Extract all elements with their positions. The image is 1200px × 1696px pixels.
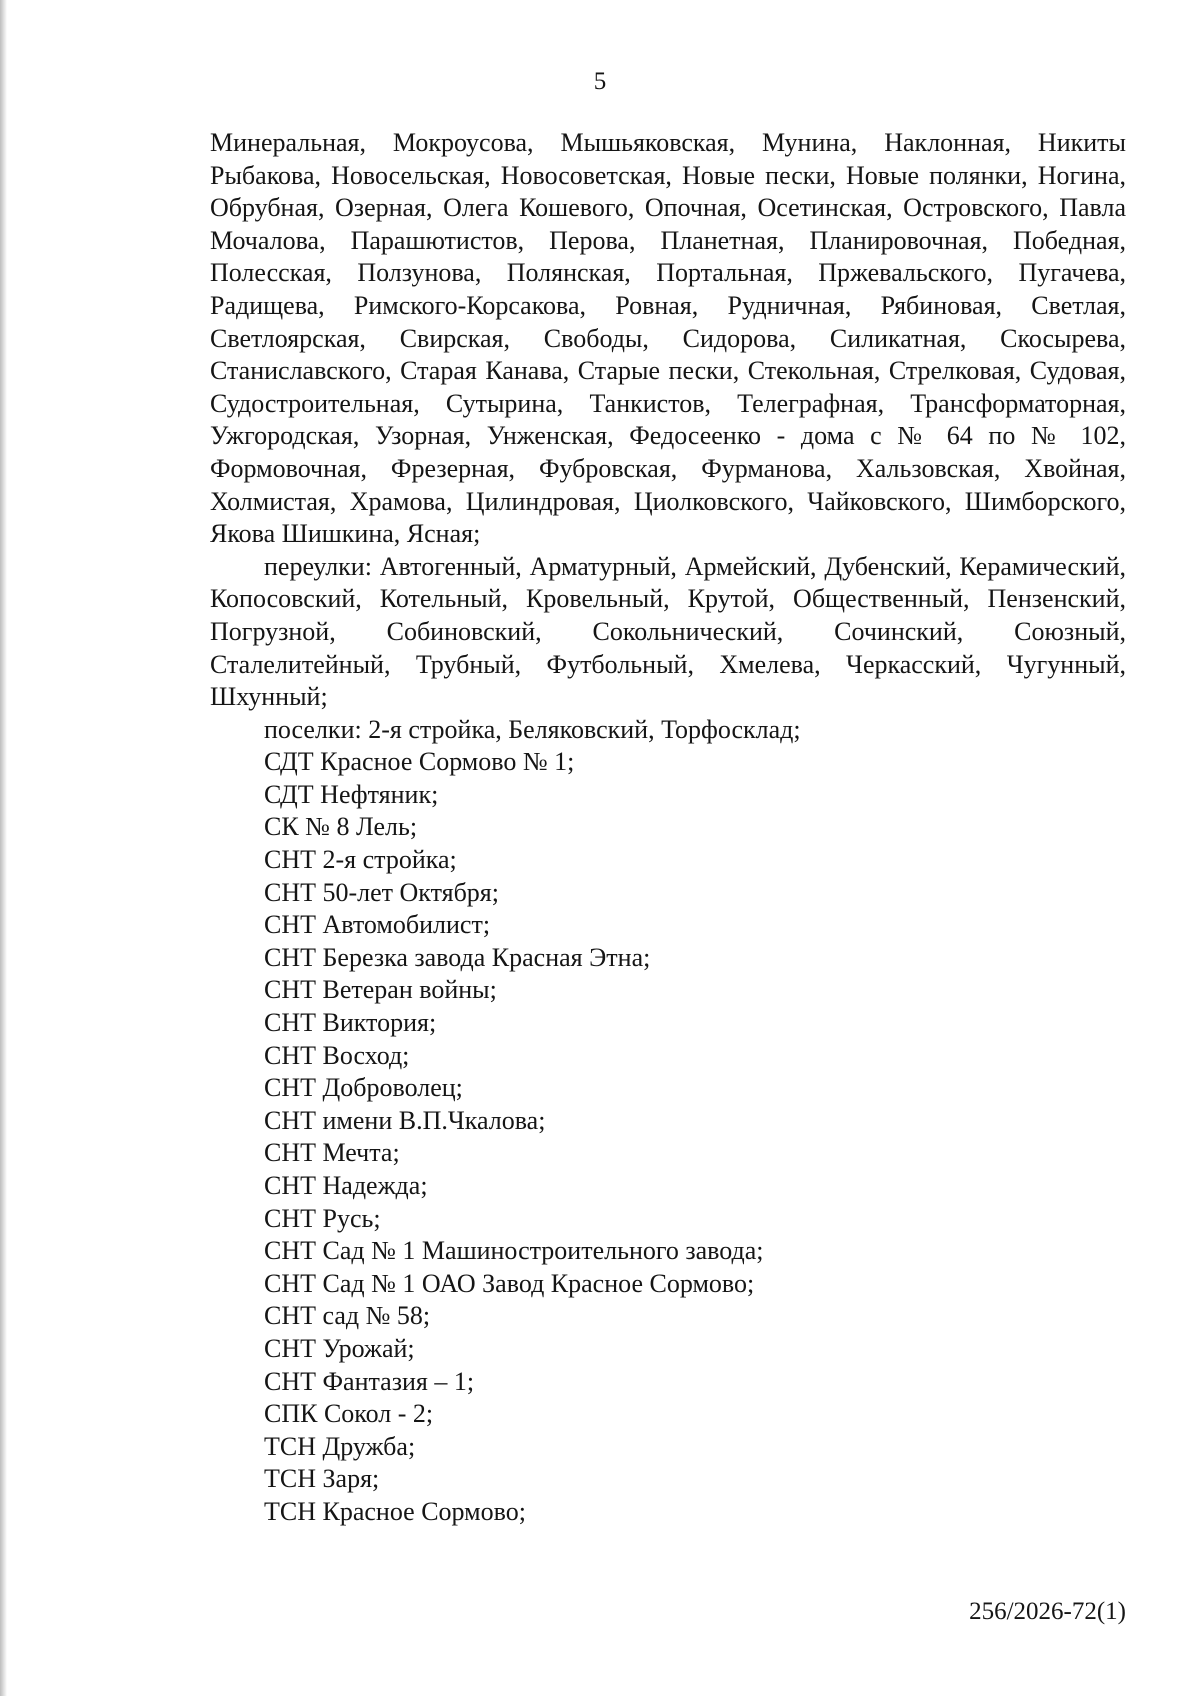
list-item: СНТ 50-лет Октября;	[264, 877, 499, 907]
document-body	[210, 127, 1126, 1529]
list-item: ТСН Красное Сормово;	[264, 1496, 526, 1526]
list-item: СПК Сокол - 2;	[264, 1399, 434, 1429]
scan-edge	[0, 0, 7, 1696]
list-item: СНТ Доброволец;	[264, 1073, 463, 1103]
list-item: СНТ Надежда;	[264, 1171, 428, 1200]
page-number-container	[0, 66, 1200, 98]
document-code: 256/2026-72(1)	[969, 1598, 1126, 1625]
list-item: ТСН Заря;	[264, 1464, 380, 1494]
list-item: СНТ Ветеран войны;	[264, 975, 497, 1005]
settlements-list	[210, 714, 1126, 1529]
list-item: СНТ сад № 58;	[264, 1301, 431, 1331]
lanes-paragraph: переулки: Автогенный, Арматурный, Армейский, Дубенский, Керамический, Копосовский, Котельный, Кровельный, Крутой, Общественный, Пензенский, Погрузной, Собиновский, Сокольнический, Сочинский, Союзный, Сталелитейный, Трубный, Футбольный, Хмелева, Черкасский, Чугунный, Шхунный;	[210, 551, 1126, 712]
list-item: СНТ Автомобилист;	[264, 910, 491, 940]
list-item: СНТ Мечта;	[264, 1138, 400, 1168]
list-item: СНТ Урожай;	[264, 1333, 415, 1363]
list-item: СНТ Сад № 1 ОАО Завод Красное Сормово;	[264, 1268, 755, 1298]
list-item: СНТ имени В.П.Чкалова;	[264, 1105, 546, 1135]
list-item: поселки: 2-я стройка, Беляковский, Торфосклад;	[264, 714, 801, 744]
page-number: 5	[593, 68, 607, 95]
list-item: СНТ Березка завода Красная Этна;	[264, 942, 651, 972]
list-item: СНТ 2-я стройка;	[264, 845, 457, 875]
streets-paragraph: Минеральная, Мокроусова, Мышьяковская, Мунина, Наклонная, Никиты Рыбакова, Новосельская, Новосоветская, Новые пески, Новые полянки, Ногина, Обрубная, Озерная, Олега Кошевого, Опочная, Осетинская, Островского, Павла Мочалова, Парашютистов, Перова, Планетная, Планировочная, Победная, Полесская, Ползунова, Полянская, Портальная, Пржевальского, Пугачева, Радищева, Римского-Корсакова, Ровная, Рудничная, Рябиновая, Светлая, Светлоярская, Свирская, Свободы, Сидорова, Силикатная, Скосырева, Станиславского, Старая Канава, Старые пески, Стекольная, Стрелковая, Судовая, Судостроительная, Сутырина, Танкистов, Телеграфная, Трансформаторная, Ужгородская, Узорная, Унженская, Федосеенко - дома с № 64 по № 102, Формовочная, Фрезерная, Фубровская, Фурманова, Хальзовская, Хвойная, Холмистая, Храмова, Цилиндровая, Циолковского, Чайковского, Шимборского, Якова Шишкина, Ясная;	[210, 128, 1126, 549]
list-item: СНТ Сад № 1 Машиностроительного завода;	[264, 1236, 764, 1266]
list-item: СНТ Фантазия – 1;	[264, 1366, 475, 1396]
list-item: СНТ Русь;	[264, 1203, 381, 1233]
list-item: СК № 8 Лель;	[264, 812, 418, 842]
list-item: СДТ Нефтяник;	[264, 779, 439, 809]
list-item: СНТ Виктория;	[264, 1008, 437, 1038]
list-item: СДТ Красное Сормово № 1;	[264, 747, 575, 777]
list-item: СНТ Восход;	[264, 1040, 410, 1070]
list-item: ТСН Дружба;	[264, 1431, 416, 1461]
